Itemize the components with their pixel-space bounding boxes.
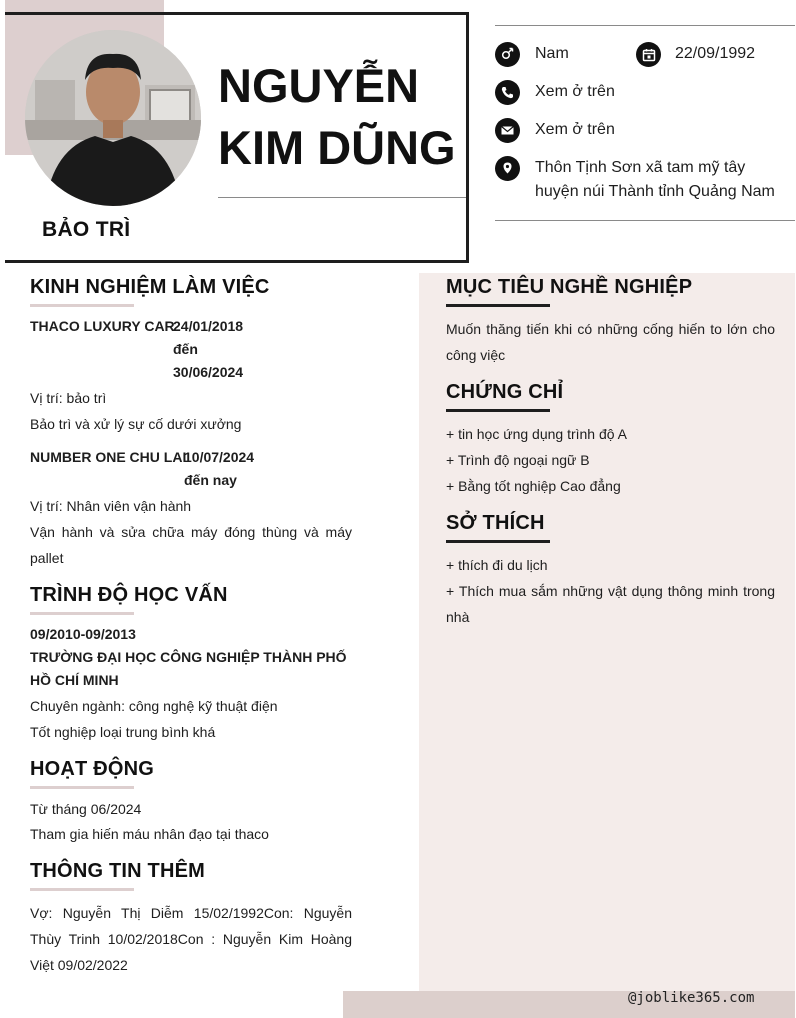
job-1-start-date: 24/01/2018 bbox=[173, 318, 244, 334]
address-line-2: huyện núi Thành tỉnh Quảng Nam bbox=[535, 183, 775, 200]
job-1-date-connector: đến bbox=[173, 341, 198, 357]
calendar-icon bbox=[636, 42, 661, 67]
name-line-1: NGUYỄN bbox=[218, 59, 420, 112]
hobby-item: + thích đi du lịch bbox=[446, 557, 548, 573]
education-period: 09/2010-09/2013 bbox=[30, 626, 136, 642]
activities-description: Tham gia hiến máu nhân đạo tại thaco bbox=[30, 826, 269, 842]
activities-underline bbox=[30, 786, 134, 789]
avatar-photo bbox=[25, 30, 201, 206]
job-2-description: Vận hành và sửa chữa máy đóng thùng và máy pallet bbox=[30, 524, 352, 566]
education-major: Chuyên ngành: công nghệ kỹ thuật điện bbox=[30, 698, 278, 714]
objective-heading: MỤC TIÊU NGHỀ NGHIỆP bbox=[446, 276, 693, 298]
job-1-position: Vị trí: bảo trì bbox=[30, 390, 107, 406]
certificate-item: + tin học ứng dụng trình độ A bbox=[446, 426, 628, 442]
gender-icon bbox=[495, 42, 520, 67]
certificate-item: + Trình độ ngoại ngữ B bbox=[446, 452, 590, 468]
job-2-position: Vị trí: Nhân viên vận hành bbox=[30, 498, 192, 514]
job-2-start-date: 10/07/2024 bbox=[184, 449, 255, 465]
education-grade: Tốt nghiệp loại trung bình khá bbox=[30, 724, 216, 740]
additional-info-heading: THÔNG TIN THÊM bbox=[30, 860, 206, 882]
education-underline bbox=[30, 612, 134, 615]
dob-value: 22/09/1992 bbox=[675, 45, 756, 62]
certificates-heading: CHỨNG CHỈ bbox=[446, 381, 564, 403]
gender-value: Nam bbox=[535, 45, 569, 62]
phone-icon bbox=[495, 80, 520, 105]
hobby-item: + Thích mua sắm những vật dụng thông minh trong nhà bbox=[446, 583, 775, 625]
certificates-underline bbox=[446, 409, 550, 412]
job-2-company: NUMBER ONE CHU LAI bbox=[30, 449, 187, 465]
additional-info-underline bbox=[30, 888, 134, 891]
phone-value: Xem ở trên bbox=[535, 83, 615, 100]
name-divider bbox=[218, 197, 466, 198]
job-1-end-date: 30/06/2024 bbox=[173, 364, 244, 380]
objective-underline bbox=[446, 304, 550, 307]
job-title: BẢO TRÌ bbox=[42, 218, 131, 241]
education-school: TRƯỜNG ĐẠI HỌC CÔNG NGHIỆP THÀNH PHỐ HỒ CHÍ MINH bbox=[30, 649, 347, 688]
job-1-description: Bảo trì và xử lý sự cố dưới xưởng bbox=[30, 416, 242, 432]
job-1-dates bbox=[173, 315, 243, 384]
experience-underline bbox=[30, 304, 134, 307]
address-line-1: Thôn Tịnh Sơn xã tam mỹ tây bbox=[535, 159, 746, 176]
experience-heading: KINH NGHIỆM LÀM VIỆC bbox=[30, 276, 270, 298]
email-icon bbox=[495, 118, 520, 143]
education-heading: TRÌNH ĐỘ HỌC VẤN bbox=[30, 584, 228, 606]
hobbies-underline bbox=[446, 540, 550, 543]
job-1-company: THACO LUXURY CAR bbox=[30, 318, 175, 334]
additional-info-text: Vợ: Nguyễn Thị Diễm 15/02/1992Con: Nguyễn Thùy Trinh 10/02/2018Con : Nguyễn Kim Hoàng Việt 09/02/2022 bbox=[30, 905, 352, 973]
activities-period: Từ tháng 06/2024 bbox=[30, 801, 142, 817]
objective-text: Muốn thăng tiến khi có những cống hiến to lớn cho công việc bbox=[446, 321, 775, 363]
name-line-2: KIM DŨNG bbox=[218, 121, 456, 174]
avatar bbox=[25, 30, 201, 206]
activities-heading: HOẠT ĐỘNG bbox=[30, 758, 155, 780]
candidate-name bbox=[218, 55, 468, 179]
job-2-dates bbox=[184, 446, 254, 492]
job-2-date-connector: đến nay bbox=[184, 472, 237, 488]
contact-divider-bottom bbox=[495, 220, 795, 221]
contact-divider-top bbox=[495, 25, 795, 26]
location-icon bbox=[495, 156, 520, 181]
certificate-item: + Bằng tốt nghiệp Cao đẳng bbox=[446, 478, 621, 494]
email-value: Xem ở trên bbox=[535, 121, 615, 138]
watermark: @joblike365.com bbox=[628, 990, 755, 1006]
hobbies-heading: SỞ THÍCH bbox=[446, 512, 545, 534]
address-value bbox=[535, 156, 775, 204]
